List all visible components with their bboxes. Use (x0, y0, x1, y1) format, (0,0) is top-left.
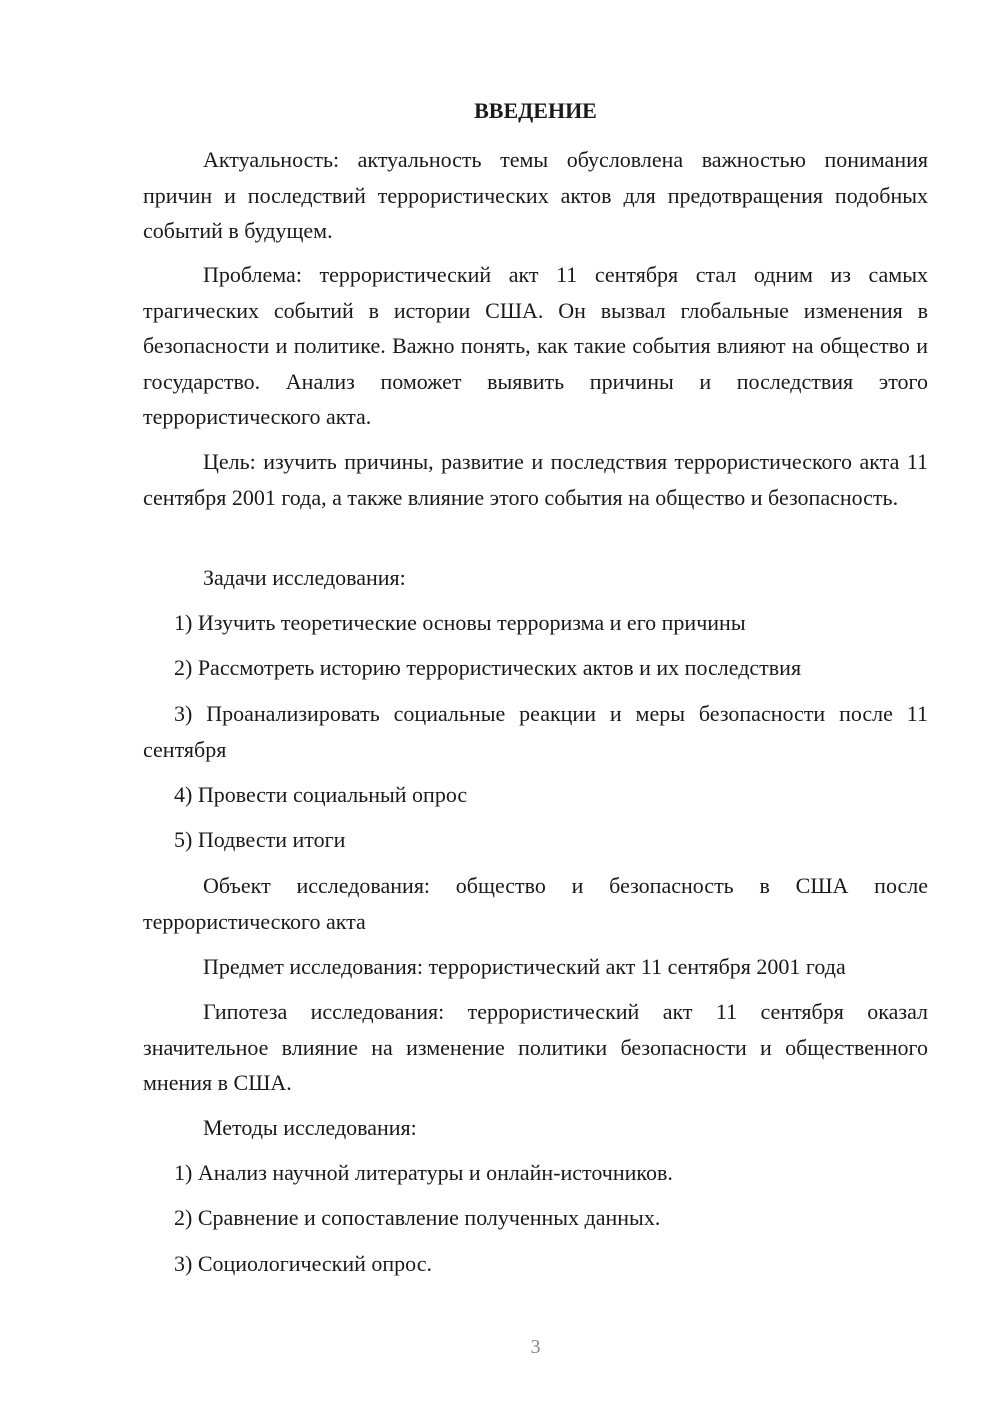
task-item-3: 3) Проанализировать социальные реакции и меры безопасности после 11 сентября (143, 701, 928, 762)
method-item-1: 1) Анализ научной литературы и онлайн-источников. (174, 1160, 673, 1185)
task-item-1: 1) Изучить теоретические основы терроризма и его причины (174, 610, 746, 635)
task-item-5: 5) Подвести итоги (174, 827, 346, 852)
document-page (143, 0, 928, 1414)
goal-paragraph: Цель: изучить причины, развитие и последствия террористического акта 11 сентября 2001 года, а также влияние этого события на общество и безопасность. (143, 449, 928, 510)
page-number: 3 (530, 1336, 541, 1358)
problem-paragraph: Проблема: террористический акт 11 сентября стал одним из самых трагических событий в истории США. Он вызвал глобальные изменения в безопасности и политике. Важно понять, как такие события влияют на общество и государство. Анализ поможет выявить причины и последствия этого террористического акта. (143, 262, 928, 429)
hypothesis-paragraph: Гипотеза исследования: террористический акт 11 сентября оказал значительное влияние на изменение политики безопасности и общественного мнения в США. (143, 999, 928, 1095)
task-item-2: 2) Рассмотреть историю террористических актов и их последствия (174, 655, 802, 680)
tasks-title: Задачи исследования: (203, 565, 406, 590)
object-paragraph: Объект исследования: общество и безопасность в США после террористического акта (143, 873, 928, 934)
page-title: ВВЕДЕНИЕ (474, 98, 597, 123)
methods-title: Методы исследования: (203, 1115, 417, 1140)
relevance-paragraph: Актуальность: актуальность темы обусловлена важностью понимания причин и последствий террористических актов для предотвращения подобных событий в будущем. (143, 147, 928, 243)
method-item-3: 3) Социологический опрос. (174, 1251, 432, 1276)
task-item-4: 4) Провести социальный опрос (174, 782, 468, 807)
subject-paragraph: Предмет исследования: террористический акт 11 сентября 2001 года (203, 954, 846, 979)
method-item-2: 2) Сравнение и сопоставление полученных данных. (174, 1205, 661, 1230)
